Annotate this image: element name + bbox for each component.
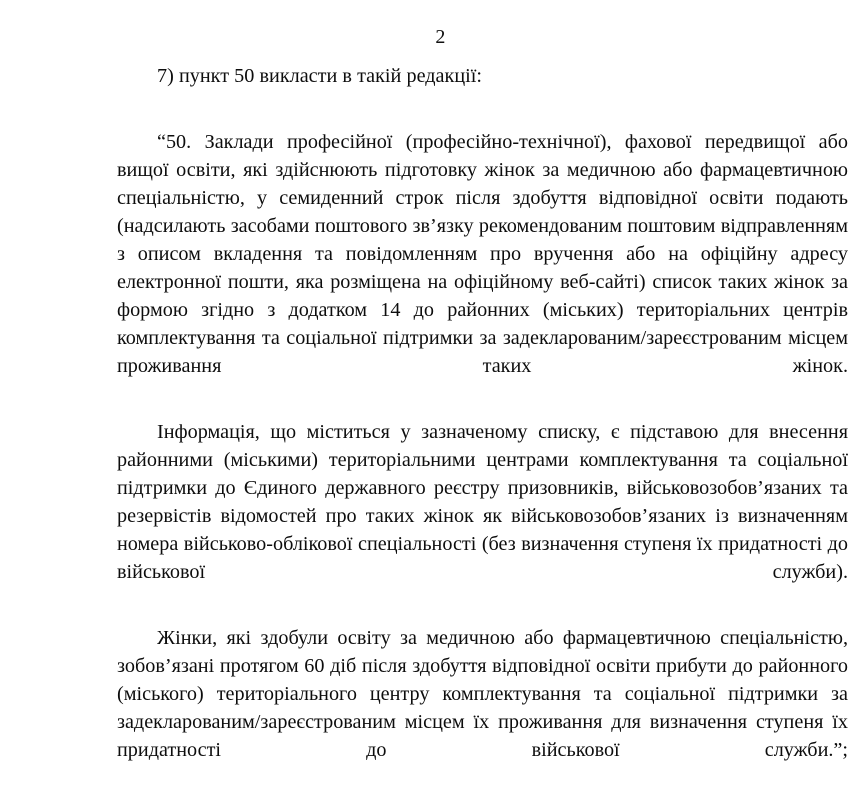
document-body (117, 62, 848, 792)
paragraph-item-50: “50. Заклади професійної (професійно-технічної), фахової передвищої або вищої освіти, які здійснюють підготовку жінок за медичною або фармацевтичною спеціальністю, у семиденний строк після здобуття відповідної освіти подають (надсилають засобами поштового зв’язку рекомендованим поштовим відправленням з описом вкладення та повідомленням про вручення або на офіційну адресу електронної пошти, яка розміщена на офіційному веб-сайті) список таких жінок за формою згідно з додатком 14 до районних (міських) територіальних центрів комплектування та соціальної підтримки за задекларованим/зареєстрованим місцем проживання таких жінок. (117, 131, 848, 377)
page-number: 2 (435, 26, 446, 48)
paragraph-information: Інформація, що міститься у зазначеному списку, є підставою для внесення районними (міськими) територіальними центрами комплектування та соціальної підтримки до Єдиного державного реєстру призовників, військовозобов’язаних та резервістів відомостей про таких жінок як військовозобов’язаних із визначенням номера військово-облікової спеціальності (без визначення ступеня їх придатності до військової служби). (117, 421, 848, 583)
paragraph-intro: 7) пункт 50 викласти в такій редакції: (157, 65, 482, 87)
paragraph-women-obligations: Жінки, які здобули освіту за медичною або фармацевтичною спеціальністю, зобов’язані протягом 60 діб після здобуття відповідної освіти прибути до районного (міського) територіального центру комплектування та соціальної підтримки за задекларованим/зареєстрованим місцем їх проживання для визначення ступеня їх придатності до військової служби.”; (117, 627, 848, 761)
page-header (0, 0, 865, 62)
